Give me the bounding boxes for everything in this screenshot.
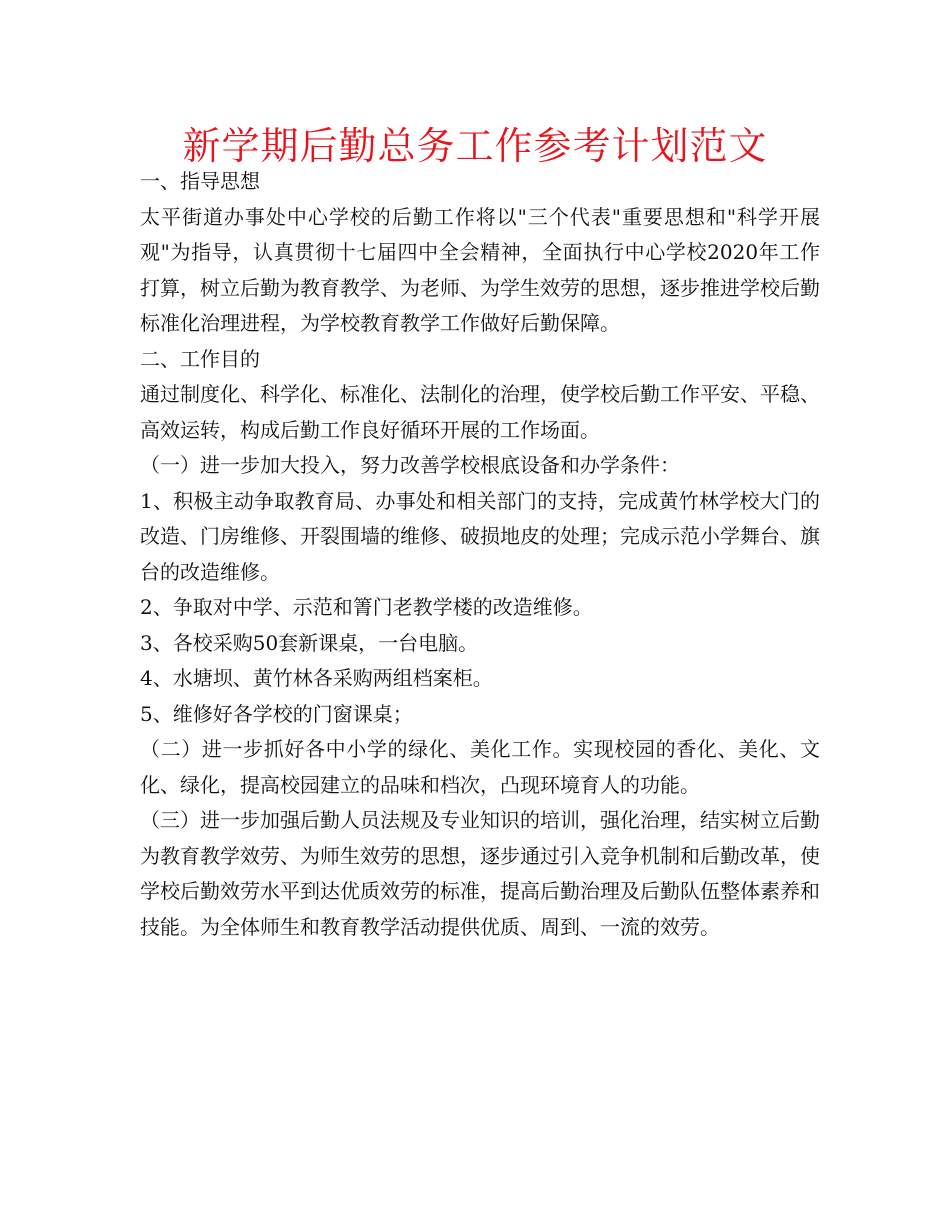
subsection-heading-investment: （一）进一步加大投入，努力改善学校根底设备和办学条件： [140,453,680,477]
paragraph-guiding-ideology: 太平街道办事处中心学校的后勤工作将以"三个代表"重要思想和"科学开展观"为指导，认真贯彻十七届四中全会精神，全面执行中心学校2020年工作打算，树立后勤为教育教学、为老师、为学生效劳的思想，逐步推进学校后勤标准化治理进程，为学校教育教学工作做好后勤保障。 [140,204,820,335]
paragraph-work-goals: 通过制度化、科学化、标准化、法制化的治理，使学校后勤工作平安、平稳、高效运转，构成后勤工作良好循环开展的工作场面。 [140,382,820,442]
list-item-5: 5、维修好各学校的门窗课桌； [140,701,413,726]
section-heading-guiding-ideology: 一、指导思想 [140,169,260,193]
document-title: 新学期后勤总务工作参考计划范文 [182,124,768,168]
subsection-training: （三）进一步加强后勤人员法规及专业知识的培训，强化治理，结实树立后勤为教育教学效劳、为师生效劳的思想，逐步通过引入竞争机制和后勤改革，使学校后勤效劳水平到达优质效劳的标准，提高后勤治理及后勤队伍整体素养和技能。为全体师生和教育教学活动提供优质、周到、一流的效劳。 [140,808,820,939]
list-item-2: 2、争取对中学、示范和箐门老教学楼的改造维修。 [140,595,593,619]
list-item-4: 4、水塘坝、黄竹林各采购两组档案柜。 [140,666,493,690]
document-body [140,164,820,945]
list-item-3: 3、各校采购50套新课桌，一台电脑。 [140,630,479,655]
list-item-1: 1、积极主动争取教育局、办事处和相关部门的支持，完成黄竹林学校大门的改造、门房维修、开裂围墙的维修、破损地皮的处理；完成示范小学舞台、旗台的改造维修。 [140,488,820,584]
subsection-greening: （二）进一步抓好各中小学的绿化、美化工作。实现校园的香化、美化、文化、绿化，提高校园建立的品味和档次，凸现环境育人的功能。 [140,737,820,797]
section-heading-work-goals: 二、工作目的 [140,346,260,371]
